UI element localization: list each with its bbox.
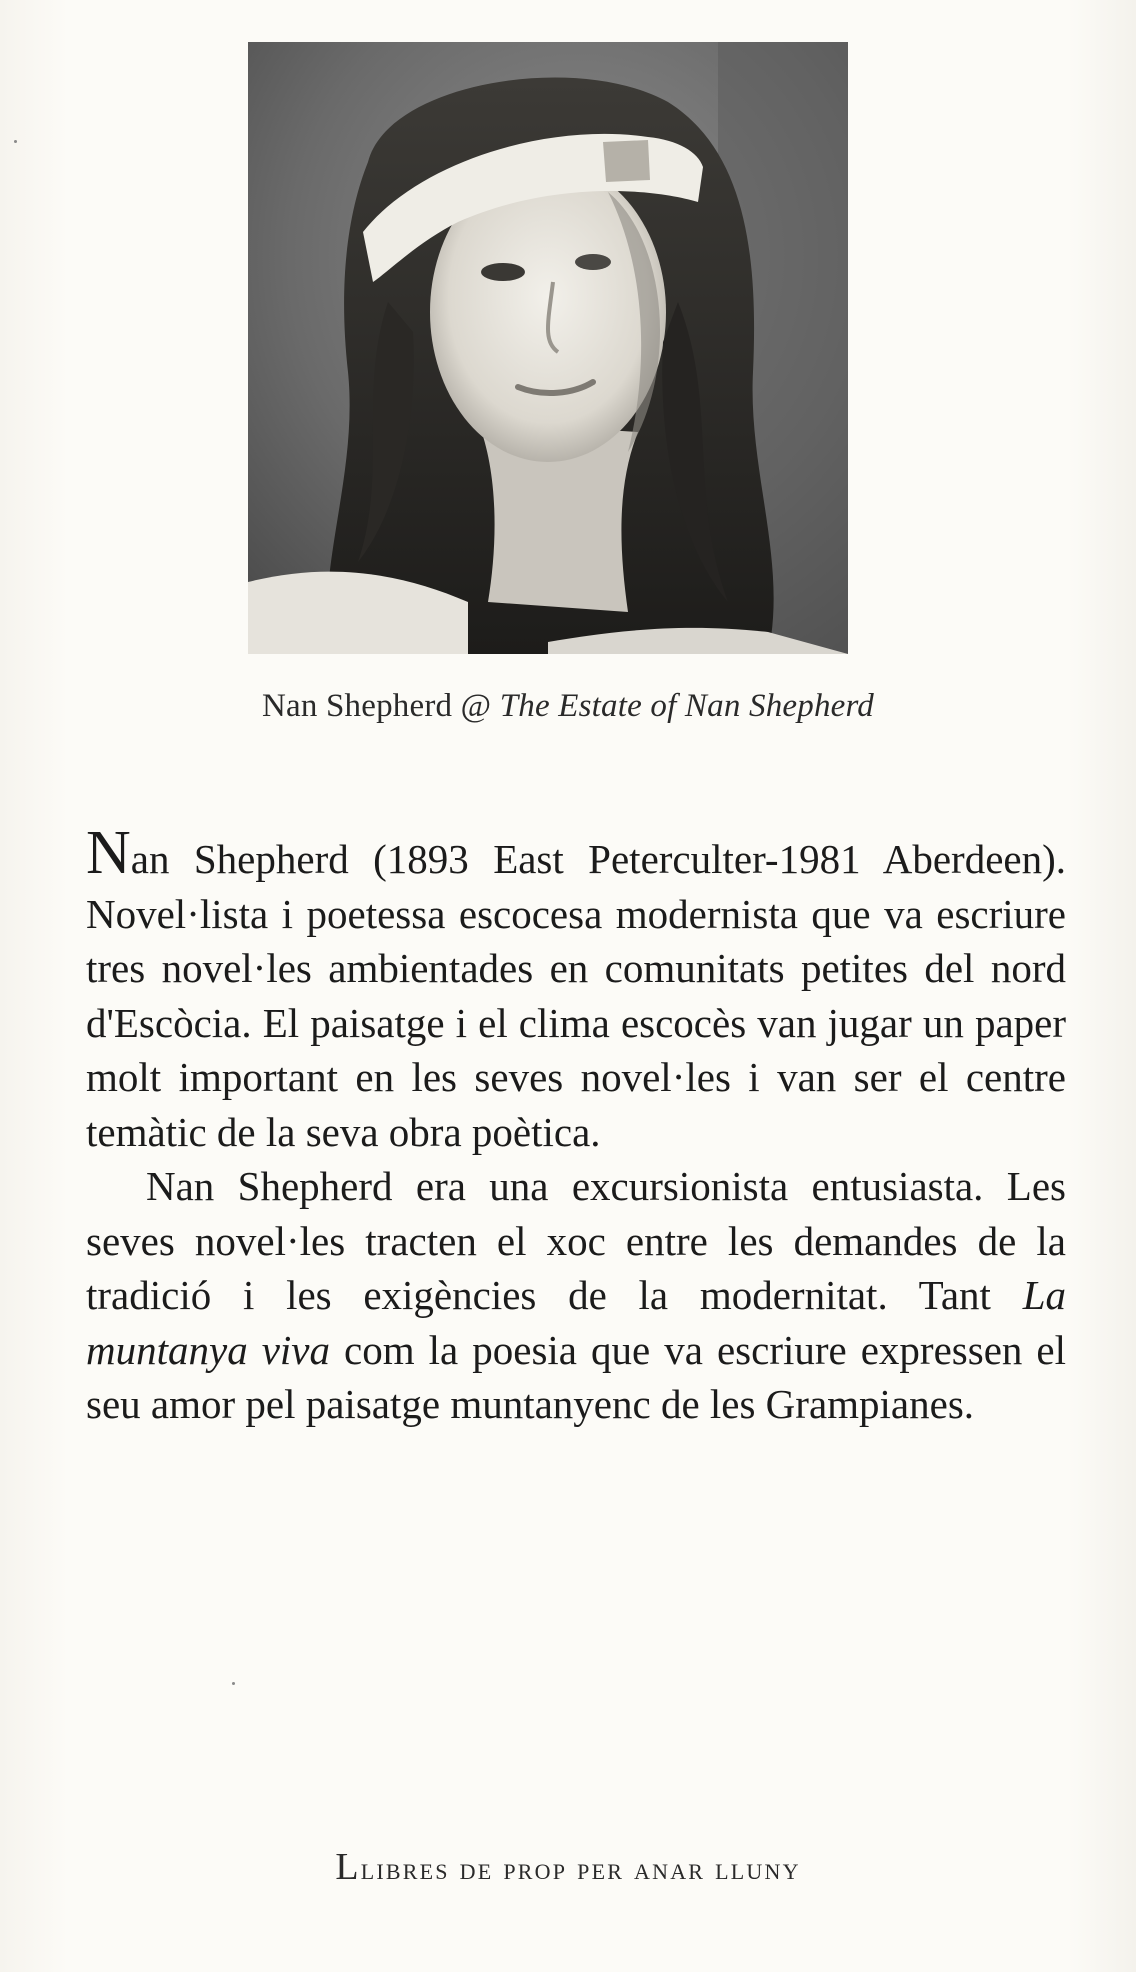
photo-caption (0, 688, 1136, 725)
book-title-italic: La muntanya viva (86, 1272, 1066, 1373)
author-portrait-photo (248, 42, 848, 654)
bio-drop-cap: N (86, 819, 131, 887)
bio-paragraph-2-text-a: Nan Shepherd era una excursionista entusiasta. Les seves novel·les tracten el xoc entre les demandes de la tradició i les exigències de la modernitat. Tant (86, 1163, 1066, 1318)
series-title-initial: L (335, 1846, 361, 1888)
bio-paragraph-1-text: an Shepherd (1893 East Peterculter-1981 Aberdeen). Novel·lista i poetessa escocesa modernista que va escriure tres novel·les ambientades en comunitats petites del nord d'Escòcia. El paisatge i el clima escocès van jugar un paper molt important en les seves novel·les i van ser el centre temàtic de la seva obra poètica. (86, 836, 1066, 1155)
caption-credit-holder: The Estate of Nan Shepherd (499, 688, 875, 724)
series-title-rest: libres de prop per anar lluny (360, 1851, 801, 1886)
series-title (0, 1845, 1136, 1889)
paper-speck (14, 140, 17, 143)
author-biography (86, 819, 1067, 1432)
caption-credit-name: Nan Shepherd @ (261, 688, 500, 724)
paper-speck (232, 1682, 235, 1685)
bio-paragraph-2-text-b: com la poesia que va escriure expressen el seu amor pel paisatge muntanyenc de les Grampianes. (86, 1326, 1067, 1427)
bio-paragraph-2 (86, 1159, 1066, 1432)
bio-paragraph-1 (86, 819, 1066, 1159)
